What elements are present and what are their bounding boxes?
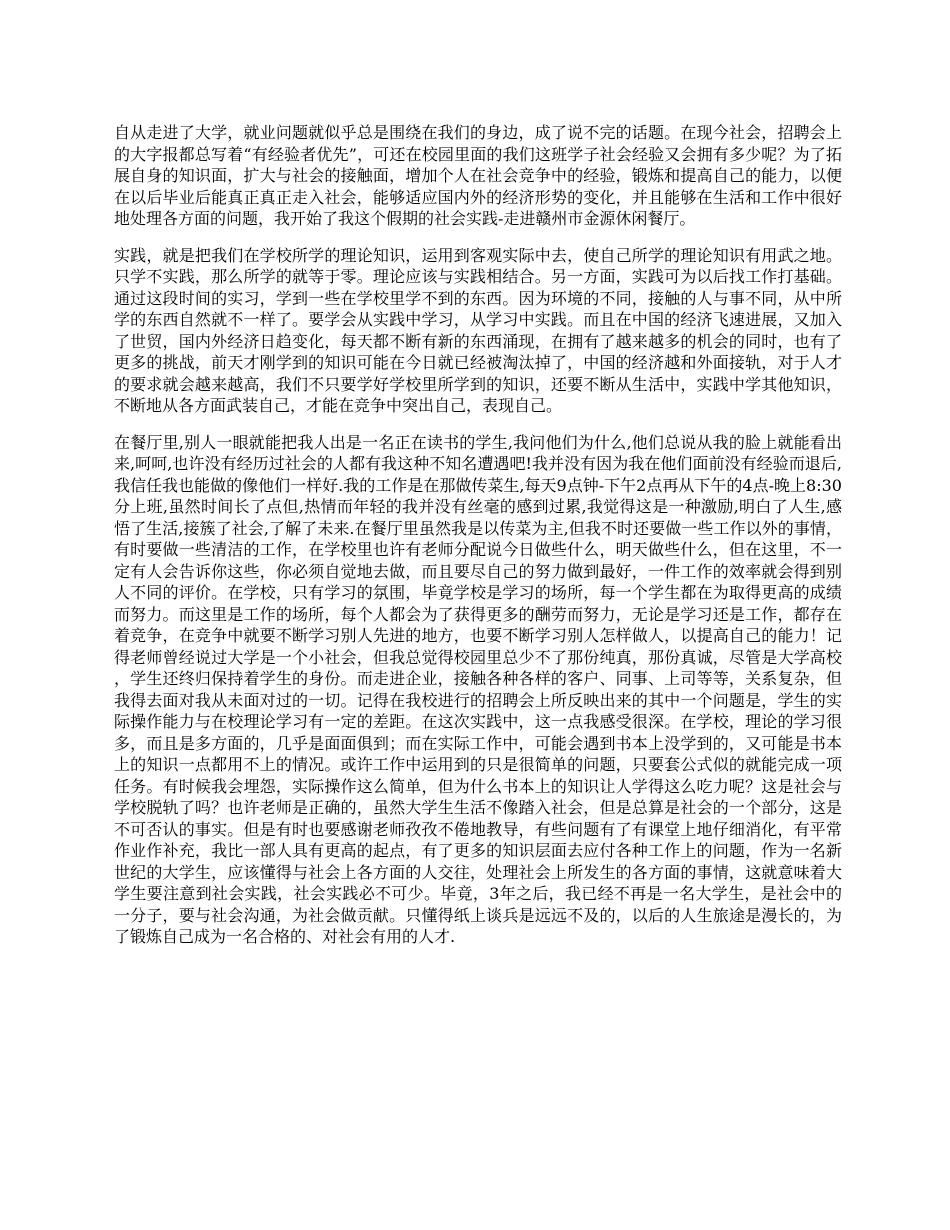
paragraph-restaurant: 在餐厅里,别人一眼就能把我人出是一名正在读书的学生,我问他们为什么,他们总说从我的脸上就能看出来,呵呵,也许没有经历过社会的人都有我这种不知名遭遇吧!我并没有因为我在他们面前没有经验而退后,我信任我也能做的像他们一样好.我的工作是在那做传菜生,每天9点钟-下午2点再从下午的4点-晚上8:30分上班,虽然时间长了点但,热情而年轻的我并没有丝毫的感到过累,我觉得这是一种激励,明白了人生,感悟了生活,接簇了社会,了解了未来.在餐厅里虽然我是以传菜为主,但我不时还要做一些工作以外的事情，有时要做一些清洁的工作，在学校里也许有老师分配说今日做些什么，明天做些什么，但在这里，不一定有人会告诉你这些，你必须自觉地去做，而且要尽自己的努力做到最好，一件工作的效率就会得到别人不同的评价。在学校，只有学习的氛围，毕竟学校是学习的场所，每一个学生都在为取得更高的成绩而努力。而这里是工作的场所，每个人都会为了获得更多的酬劳而努力，无论是学习还是工作，都存在着竞争，在竞争中就要不断学习别人先进的地方，也要不断学习别人怎样做人，以提高自己的能力！记得老师曾经说过大学是一个小社会，但我总觉得校园里总少不了那份纯真，那份真诚，尽管是大学高校，学生还终归保持着学生的身份。而走进企业，接触各种各样的客户、同事、上司等等，关系复杂，但我得去面对我从未面对过的一切。记得在我校进行的招聘会上所反映出来的其中一个问题是，学生的实际操作能力与在校理论学习有一定的差距。在这次实践中，这一点我感受很深。在学校，理论的学习很多，而且是多方面的，几乎是面面俱到；而在实际工作中，可能会遇到书本上没学到的，又可能是书本上的知识一点都用不上的情况。或许工作中运用到的只是很简单的问题，只要套公式似的就能完成一项任务。有时候我会埋怨，实际操作这么简单，但为什么书本上的知识让人学得这么吃力呢？这是社会与学校脱轨了吗？也许老师是正确的，虽然大学生生活不像踏入社会，但是总算是社会的一个部分，这是不可否认的事实。但是有时也要感谢老师孜孜不倦地教导，有些问题有了有课堂上地仔细消化，有平常作业作补充，我比一部人具有更高的起点，有了更多的知识层面去应付各种工作上的问题，作为一名新世纪的大学生，应该懂得与社会上各方面的人交往，处理社会上所发生的各方面的事情，这就意味着大学生要注意到社会实践，社会实践必不可少。毕竟，3年之后，我已经不再是一名大学生，是社会中的一分子，要与社会沟通，为社会做贡献。只懂得纸上谈兵是远远不及的，以后的人生旅途是漫长的，为了锻炼自己成为一名合格的、对社会有用的人才.: [114, 432, 842, 946]
paragraph-practice: 实践，就是把我们在学校所学的理论知识，运用到客观实际中去，使自己所学的理论知识有用武之地。只学不实践，那么所学的就等于零。理论应该与实践相结合。另一方面，实践可为以后找工作打基础。通过这段时间的实习，学到一些在学校里学不到的东西。因为环境的不同，接触的人与事不同，从中所学的东西自然就不一样了。要学会从实践中学习，从学习中实践。而且在中国的经济飞速进展，又加入了世贸，国内外经济日趋变化，每天都不断有新的东西涌现，在拥有了越来越多的机会的同时，也有了更多的挑战，前天才刚学到的知识可能在今日就已经被淘汰掉了，中国的经济越和外面接轨，对于人才的要求就会越来越高，我们不只要学好学校里所学到的知识，还要不断从生活中，实践中学其他知识，不断地从各方面武装自己，才能在竞争中突出自己，表现自己。: [114, 245, 842, 415]
document-body: [114, 122, 842, 963]
paragraph-intro: 自从走进了大学，就业问题就似乎总是围绕在我们的身边，成了说不完的话题。在现今社会，招聘会上的大字报都总写着“有经验者优先”，可还在校园里面的我们这班学子社会经验又会拥有多少呢？为了拓展自身的知识面，扩大与社会的接触面，增加个人在社会竞争中的经验，锻炼和提高自己的能力，以便在以后毕业后能真正真正走入社会，能够适应国内外的经济形势的变化，并且能够在生活和工作中很好地处理各方面的问题，我开始了我这个假期的社会实践-走进赣州市金源休闲餐厅。: [114, 123, 842, 228]
